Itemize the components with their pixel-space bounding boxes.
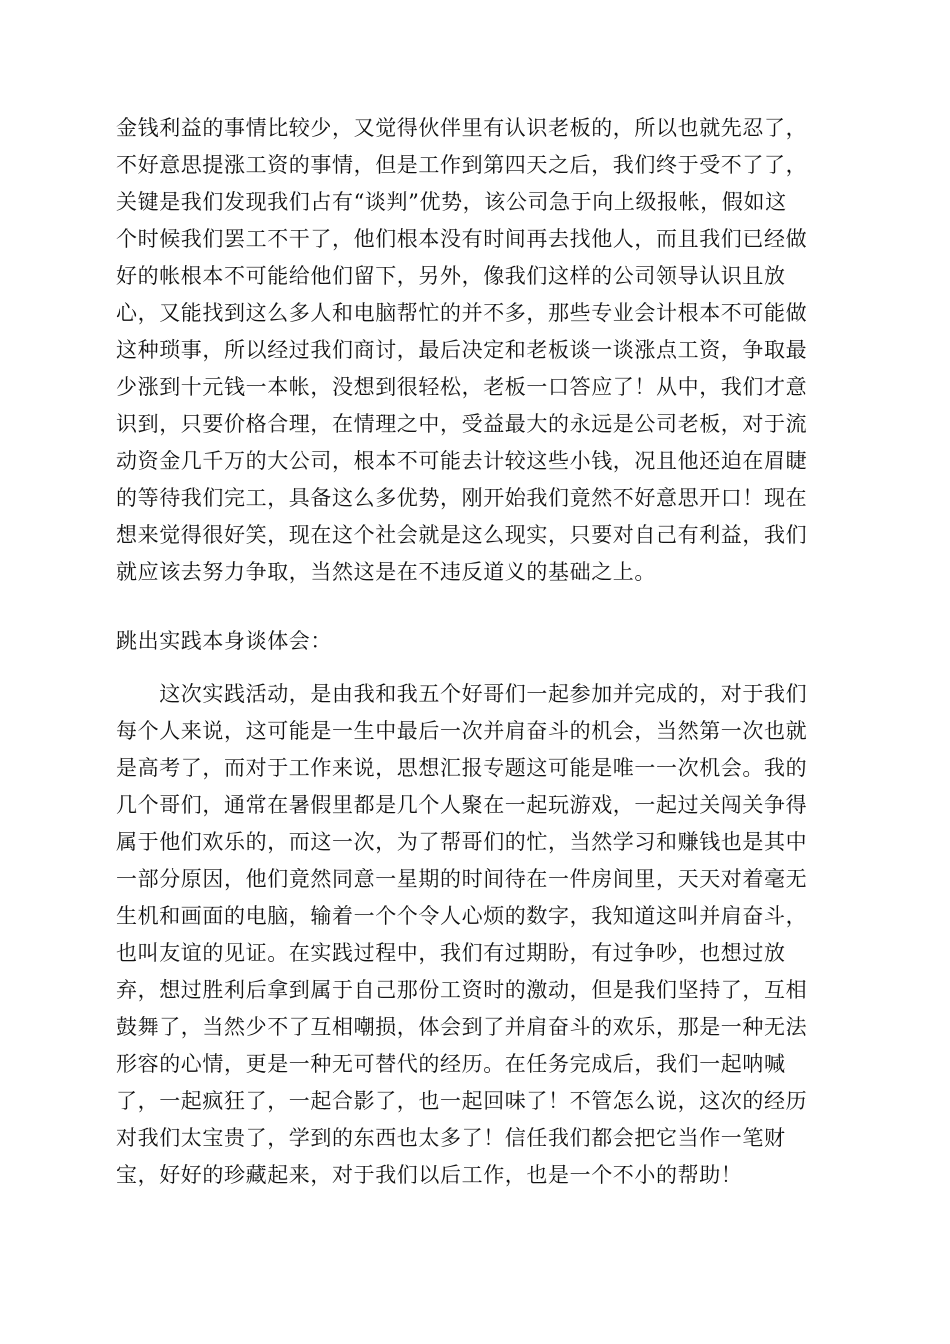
text-line: 每个人来说，这可能是一生中最后一次并肩奋斗的机会，当然第一次也就 xyxy=(116,719,808,743)
text-line: 关键是我们发现我们占有“谈判”优势，该公司急于向上级报帐，假如这 xyxy=(116,190,787,214)
text-line: 金钱利益的事情比较少，又觉得伙伴里有认识老板的，所以也就先忍了， xyxy=(116,116,808,140)
text-line: 鼓舞了，当然少不了互相嘲损，体会到了并肩奋斗的欢乐，那是一种无法 xyxy=(116,1015,808,1039)
paragraph-salary-negotiation xyxy=(116,110,836,591)
text-line: 好的帐根本不可能给他们留下，另外，像我们这样的公司领导认识且放 xyxy=(116,264,786,288)
text-line: 也叫友谊的见证。在实践过程中，我们有过期盼，有过争吵，也想过放 xyxy=(116,941,786,965)
section-heading-text: 跳出实践本身谈体会： xyxy=(116,629,332,653)
text-line: 属于他们欢乐的，而这一次，为了帮哥们的忙，当然学习和赚钱也是其中 xyxy=(116,830,808,854)
text-line: 少涨到十元钱一本帐，没想到很轻松，老板一口答应了！从中，我们才意 xyxy=(116,375,808,399)
text-line: 形容的心情，更是一种无可替代的经历。在任务完成后，我们一起呐喊 xyxy=(116,1052,786,1076)
text-line: 就应该去努力争取，当然这是在不违反道义的基础之上。 xyxy=(116,560,656,584)
text-line: 识到，只要价格合理，在情理之中，受益最大的永远是公司老板，对于流 xyxy=(116,412,808,436)
text-line: 想来觉得很好笑，现在这个社会就是这么现实，只要对自己有利益，我们 xyxy=(116,523,808,547)
text-line: 不好意思提涨工资的事情，但是工作到第四天之后，我们终于受不了了， xyxy=(116,153,808,177)
section-heading xyxy=(116,623,836,660)
text-line: 了，一起疯狂了，一起合影了，也一起回味了！不管怎么说，这次的经历 xyxy=(116,1089,808,1113)
paragraph-reflection xyxy=(116,676,836,1194)
text-line: 这种琐事，所以经过我们商讨，最后决定和老板谈一谈涨点工资，争取最 xyxy=(116,338,808,362)
text-line: 几个哥们，通常在暑假里都是几个人聚在一起玩游戏，一起过关闯关争得 xyxy=(116,793,808,817)
text-line: 个时候我们罢工不干了，他们根本没有时间再去找他人，而且我们已经做 xyxy=(116,227,808,251)
text-line: 对我们太宝贵了，学到的东西也太多了！信任我们都会把它当作一笔财 xyxy=(116,1126,786,1150)
text-line: 弃，想过胜利后拿到属于自己那份工资时的激动，但是我们坚持了，互相 xyxy=(116,978,808,1002)
text-line: 是高考了，而对于工作来说，思想汇报专题这可能是唯一一次机会。我的 xyxy=(116,756,808,780)
text-line: 这次实践活动，是由我和我五个好哥们一起参加并完成的，对于我们 xyxy=(116,682,808,706)
text-line: 动资金几千万的大公司，根本不可能去计较这些小钱，况且他还迫在眉睫 xyxy=(116,449,808,473)
text-line: 一部分原因，他们竟然同意一星期的时间待在一件房间里，天天对着毫无 xyxy=(116,867,808,891)
text-line: 生机和画面的电脑，输着一个个令人心烦的数字，我知道这叫并肩奋斗， xyxy=(116,904,808,928)
text-line: 心，又能找到这么多人和电脑帮忙的并不多，那些专业会计根本不可能做 xyxy=(116,301,808,325)
text-line: 宝，好好的珍藏起来，对于我们以后工作，也是一个不小的帮助！ xyxy=(116,1163,743,1187)
text-line: 的等待我们完工，具备这么多优势，刚开始我们竟然不好意思开口！现在 xyxy=(116,486,808,510)
